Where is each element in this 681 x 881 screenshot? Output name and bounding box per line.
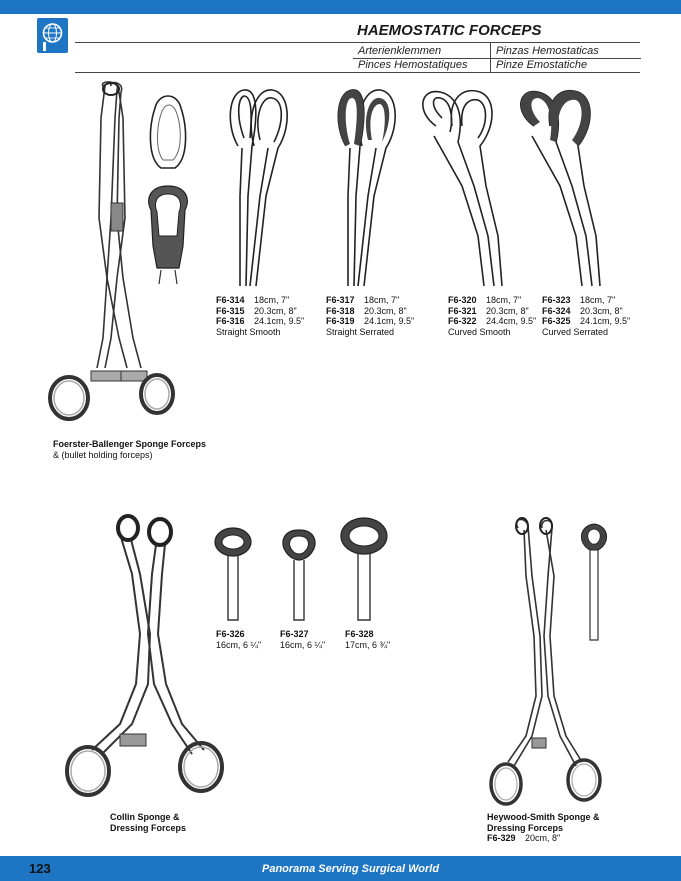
- straight-smooth-forceps-illustration: [220, 86, 300, 286]
- straight-serrated-forceps-illustration: [328, 86, 408, 286]
- caption-tip-326: [216, 629, 261, 650]
- curved-smooth-forceps-illustration: [412, 86, 517, 286]
- product-size: 18cm, 7": [580, 295, 616, 305]
- product-code: F6-327: [280, 629, 309, 639]
- product-size: 24.4cm, 9.5": [486, 316, 537, 326]
- caption-curved-smooth: [448, 295, 536, 337]
- product-size: 20.3cm, 8": [364, 305, 407, 316]
- page-number: 123: [29, 861, 51, 876]
- product-row: [448, 316, 536, 327]
- product-size: 20cm, 8": [525, 833, 561, 843]
- product-size: 20.3cm, 8": [580, 305, 623, 316]
- subtitle-french: Pinces Hemostatiques: [358, 59, 468, 71]
- product-row: [326, 295, 414, 306]
- product-code: F6-329: [487, 833, 516, 843]
- product-code: F6-315: [216, 305, 245, 316]
- product-code: F6-319: [326, 316, 355, 326]
- product-row: [326, 316, 414, 327]
- header-rule-top: [75, 42, 640, 43]
- product-size: 24.1cm, 9.5": [364, 316, 415, 326]
- product-size: 18cm, 7": [254, 295, 290, 305]
- header-rule-bottom: [75, 72, 640, 73]
- product-size: 24.1cm, 9.5": [254, 316, 305, 326]
- header-divider: [490, 43, 491, 72]
- globe-p-logo-icon: [37, 18, 68, 53]
- product-size: 20.3cm, 8": [486, 305, 529, 316]
- product-code: F6-328: [345, 629, 374, 639]
- caption-heywood-smith: [487, 812, 600, 844]
- product-size: 20.3cm, 8": [254, 305, 297, 316]
- product-row: [542, 295, 630, 306]
- product-variant-label: Straight Serrated: [326, 326, 395, 337]
- product-variant-label: Curved Smooth: [448, 326, 511, 337]
- product-size: 18cm, 7": [486, 295, 522, 305]
- caption-curved-serrated: [542, 295, 630, 337]
- product-code: F6-325: [542, 316, 571, 326]
- product-row: [326, 306, 414, 317]
- product-variant-label: Curved Serrated: [542, 326, 609, 337]
- product-code: F6-322: [448, 316, 477, 326]
- product-code: F6-323: [542, 295, 571, 305]
- product-row: [448, 306, 536, 317]
- caption-straight-smooth: [216, 295, 304, 337]
- caption-straight-serrated: [326, 295, 414, 337]
- product-code: F6-316: [216, 316, 245, 326]
- product-code: F6-314: [216, 295, 245, 305]
- heywood-smith-forceps-illustration: [484, 516, 624, 808]
- tip-327-illustration: [278, 526, 320, 622]
- product-code: F6-326: [216, 629, 245, 639]
- product-row: [542, 316, 630, 327]
- footer-tagline: Panorama Serving Surgical World: [262, 863, 440, 875]
- collin-forceps-illustration: [62, 514, 227, 804]
- product-name-line2: Dressing Forceps: [487, 822, 564, 833]
- top-color-bar: [0, 0, 681, 14]
- product-size: 24.1cm, 9.5": [580, 316, 631, 326]
- product-name: Foerster-Ballenger Sponge Forceps: [53, 439, 207, 449]
- product-name-line1: Collin Sponge &: [110, 812, 180, 822]
- product-row: [216, 316, 304, 327]
- product-code: F6-318: [326, 305, 355, 316]
- subtitle-italian: Pinze Emostatiche: [496, 59, 588, 71]
- caption-collin: [110, 812, 186, 833]
- caption-foerster: [53, 439, 206, 460]
- product-size: 16cm, 6 ¼": [280, 639, 326, 650]
- tip-326-illustration: [212, 526, 254, 622]
- product-size: 17cm, 6 ¾": [345, 639, 391, 650]
- product-variant-label: Straight Smooth: [216, 326, 281, 337]
- product-row: [216, 295, 304, 306]
- tip-328-illustration: [338, 516, 390, 622]
- product-code: F6-317: [326, 295, 355, 305]
- subtitle-spanish: Pinzas Hemostaticas: [496, 45, 599, 57]
- product-name-line1: Heywood-Smith Sponge &: [487, 812, 600, 822]
- product-code: F6-324: [542, 305, 571, 316]
- product-size: 18cm, 7": [364, 295, 400, 305]
- curved-serrated-forceps-illustration: [510, 86, 615, 286]
- product-row: [487, 833, 600, 844]
- caption-tip-328: [345, 629, 390, 650]
- product-code: F6-320: [448, 295, 477, 305]
- product-row: [216, 306, 304, 317]
- tip-detail-illustration: [143, 86, 193, 286]
- product-name-line2: Dressing Forceps: [110, 822, 187, 833]
- product-size: 16cm, 6 ¼": [216, 639, 262, 650]
- caption-tip-327: [280, 629, 325, 650]
- product-row: [542, 306, 630, 317]
- page-title: HAEMOSTATIC FORCEPS: [357, 22, 542, 39]
- subtitle-german: Arterienklemmen: [358, 45, 442, 57]
- product-code: F6-321: [448, 305, 477, 316]
- product-note: & (bullet holding forceps): [53, 449, 153, 460]
- product-row: [448, 295, 536, 306]
